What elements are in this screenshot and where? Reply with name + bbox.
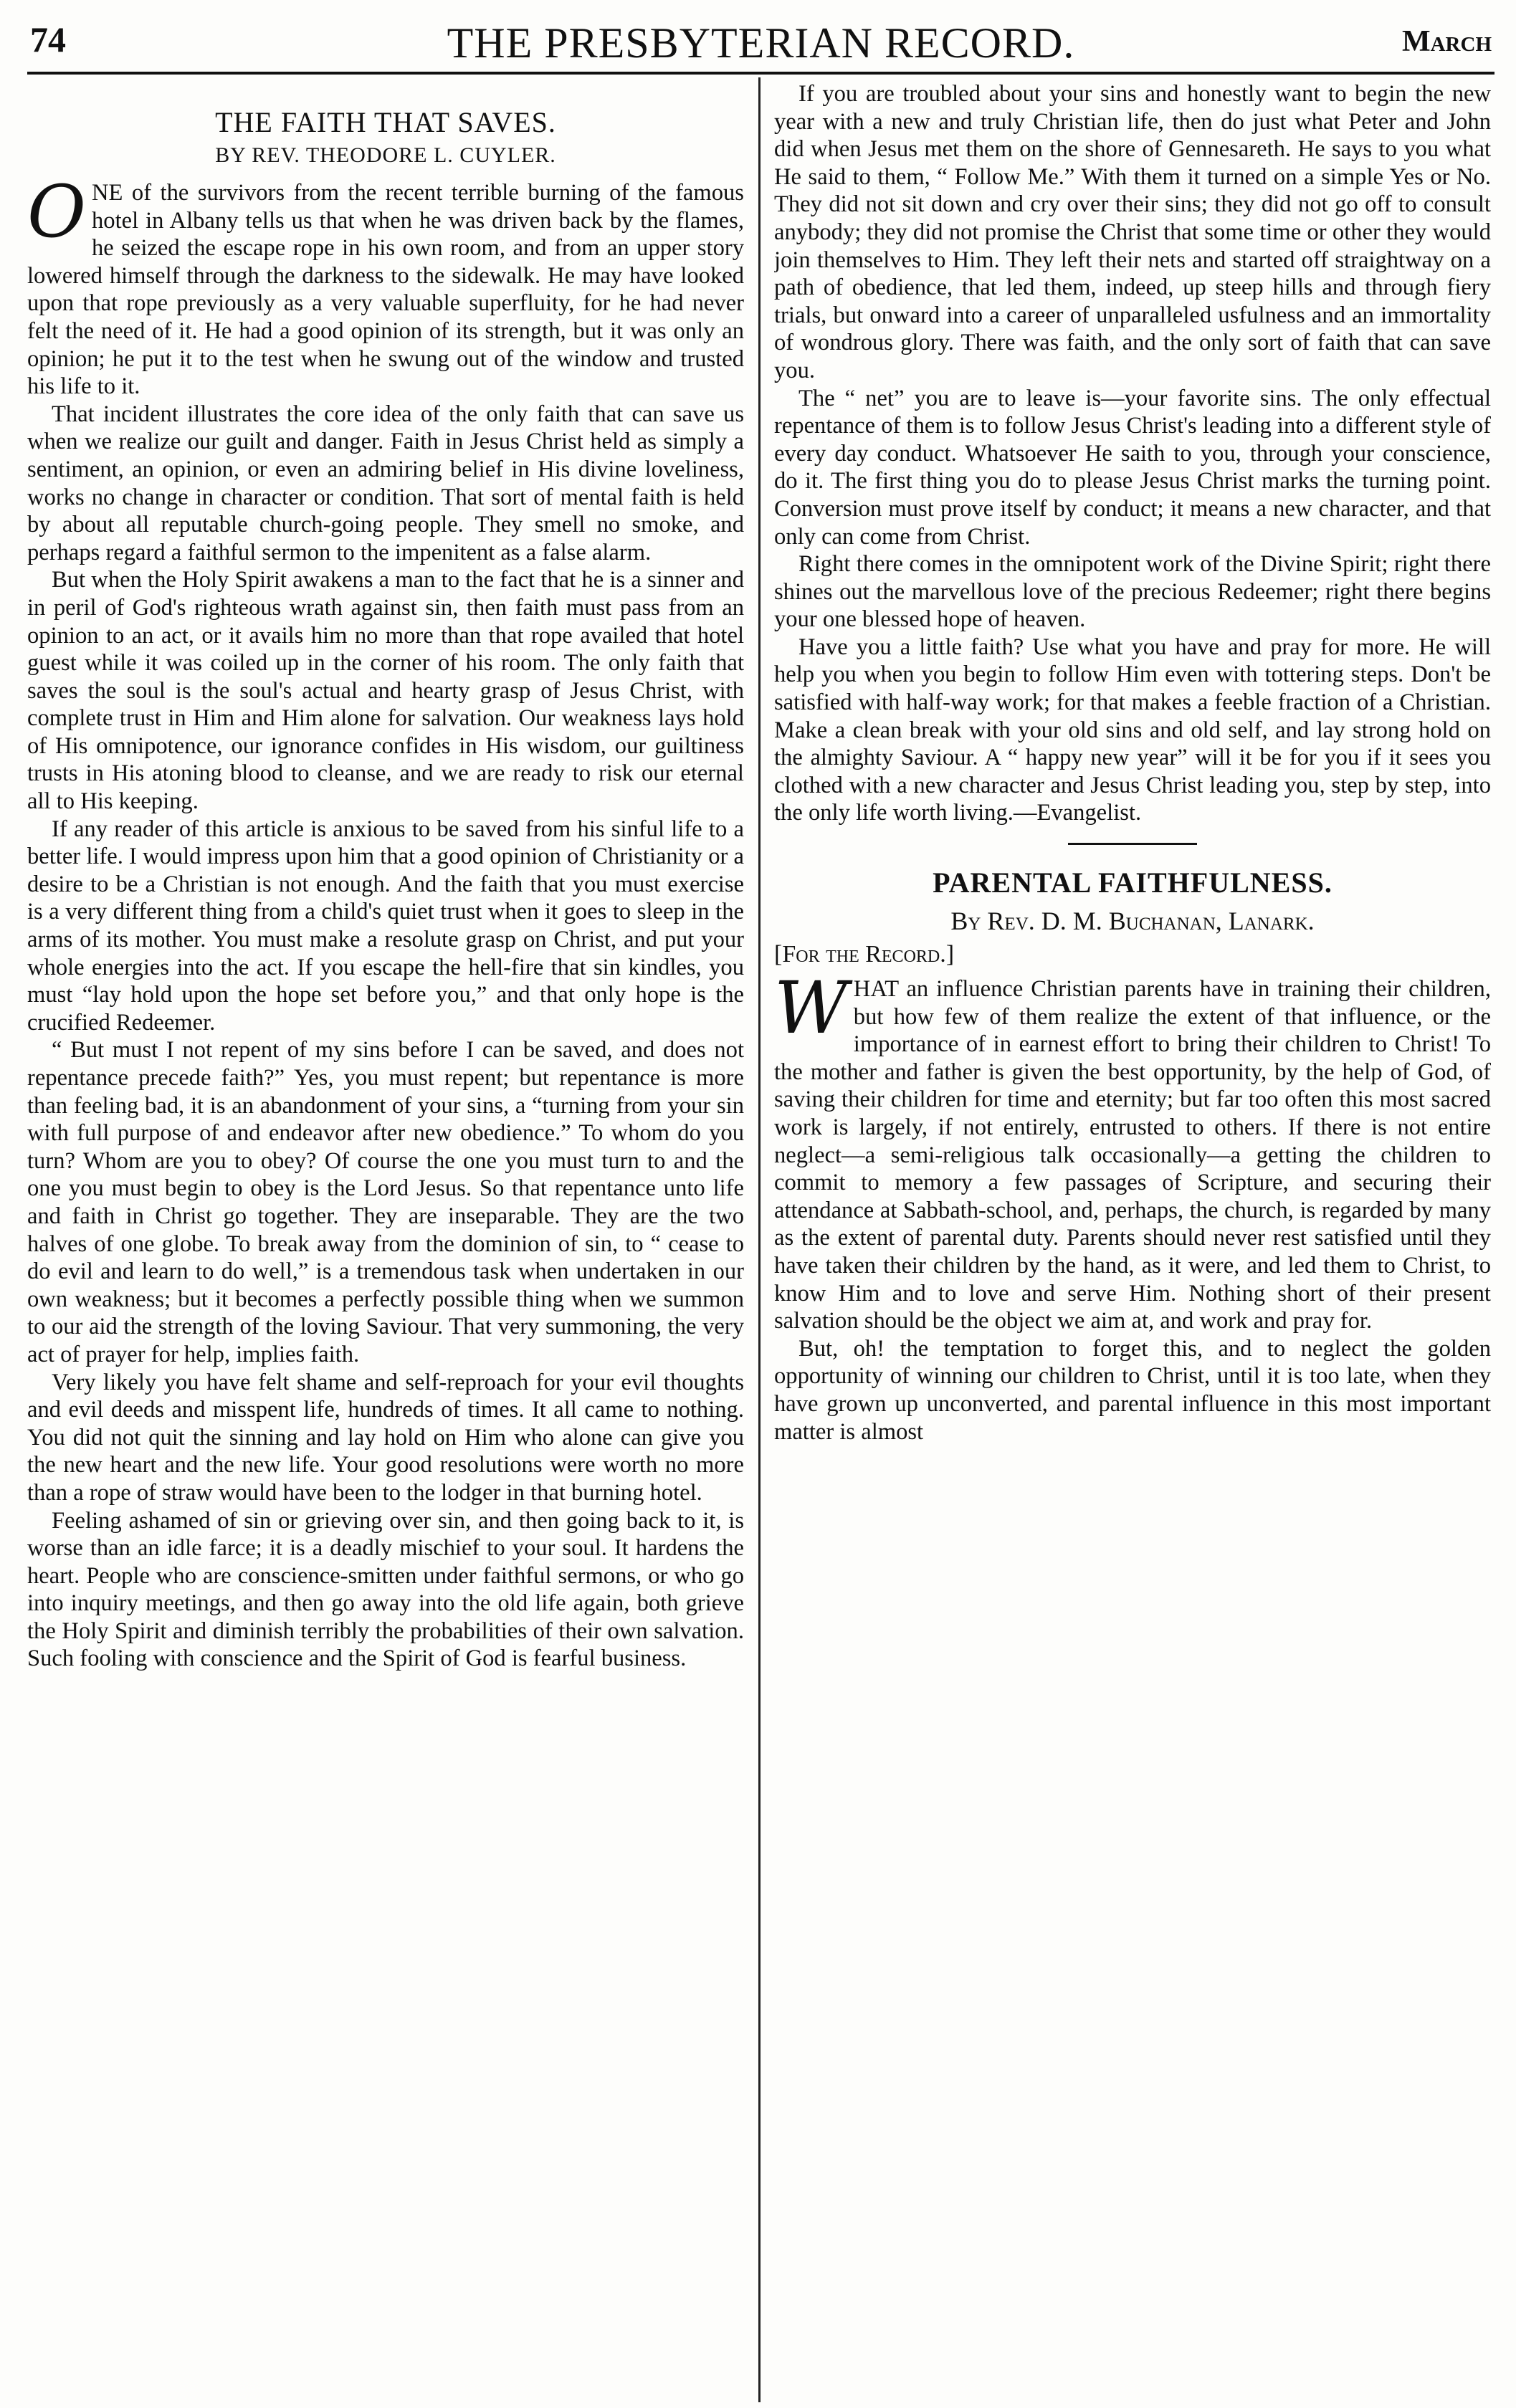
article-paragraph: The “ net” you are to leave is—your favorite sins. The only effectual repentance of them is to follow Jesus Christ's leading into a different style of every day conduct. Whatsoever He saith to you, through your conscience, do it. The first thing you do to please Jesus Christ marks the turning point. Conversion must prove itself by conduct; it means a new character, and that only can come from Christ. [774, 385, 1491, 550]
article-note: [For the Record.] [774, 941, 955, 968]
column-rule [758, 77, 761, 2402]
article-paragraph: Very likely you have felt shame and self-reproach for your evil thoughts and evil deeds and misspent life, hundreds of times. It all came to nothing. You did not quit the sinning and lay hold on Him who alone can give you the new heart and the new life. Your good resolutions were worth no more than a rope of straw would have been to the lodger in that burning hotel. [27, 1369, 744, 1506]
page-number: 74 [30, 19, 66, 59]
article-byline: By Rev. D. M. Buchanan, Lanark. [950, 907, 1315, 936]
article-byline: BY REV. THEODORE L. CUYLER. [215, 143, 556, 167]
article-paragraph: But when the Holy Spirit awakens a man to the fact that he is a sinner and in peril of God's righteous wrath against sin, then faith must pass from an opinion to an act, or it avails him no more than that rope availed that hotel guest while it was coiled up in the corner of his room. The only faith that saves the soul is the soul's actual and hearty grasp of Jesus Christ, with complete trust in Him and Him alone for salvation. Our weakness lays hold of His omnipotence, our ignorance confides in His wisdom, our guiltiness trusts in His atoning blood to cleanse, and we are ready to risk our eternal all to His keeping. [27, 567, 744, 815]
article-paragraph: “ But must I not repent of my sins before I can be saved, and does not repentance precede faith?” Yes, you must repent; but repentance is more than feeling bad, it is an abandonment of your sins, a “turning from your sin with full purpose of and endeavor after new obedience.” To whom do you turn? Whom are you to obey? Of course the one you must turn to and the one you must begin to obey is the Lord Jesus. So that repentance unto life and faith in Christ go together. They are inseparable. They are the two halves of one globe. To break away from the dominion of sin, to “ cease to do evil and learn to do well,” is a tremendous task when undertaken in our own weakness; but it becomes a perfectly possible thing when we summon to our aid the strength of the loving Saviour. That very summoning, the very act of prayer for help, implies faith. [27, 1037, 744, 1367]
article-paragraph: If any reader of this article is anxious to be saved from his sinful life to a better life. I would impress upon him that a good opinion of Christianity or a desire to be a Christian is not enough. And the faith that you must exercise is a very different thing from a child's quiet trust when it goes to sleep in the arms of its mother. You must make a resolute grasp on Christ, and put your whole energies into the act. If you escape the hell-fire that sin kindles, you must “lay hold upon the hope set before you,” and that only hope is the crucified Redeemer. [27, 816, 744, 1036]
issue-month: March [1401, 25, 1492, 58]
article-paragraph: Have you a little faith? Use what you have and pray for more. He will help you when you begin to follow Him even with tottering steps. Don't be satisfied with half-way work; for that makes a feeble fraction of a Christian. Make a clean break with your old sins and old self, and lay strong hold on the almighty Saviour. A “ happy new year” will it be for you if it sees you clothed with a new character and Jesus Christ leading you, step by step, into the only life worth living.—Evangelist. [774, 634, 1491, 826]
article-title: PARENTAL FAITHFULNESS. [933, 866, 1333, 899]
right-column [774, 80, 1491, 2399]
article-paragraph: Feeling ashamed of sin or grieving over sin, and then going back to it, is worse than an idle farce; it is a deadly mischief to your soul. It hardens the heart. People who are conscience-smitten under faithful sermons, or who go into inquiry meetings, and then go away into the old life again, both grieve the Holy Spirit and diminish terribly the probabilities of their own salvation. Such fooling with conscience and the Spirit of God is fearful business. [27, 1507, 744, 1672]
article-paragraph: Right there comes in the omnipotent work of the Divine Spirit; right there shines out the marvellous love of the precious Redeemer; right there begins your one blessed hope of heaven. [774, 551, 1491, 633]
article-title: THE FAITH THAT SAVES. [215, 106, 556, 138]
drop-cap: O [27, 170, 86, 254]
article-paragraph: But, oh! the temptation to forget this, and to neglect the golden opportunity of winning our children to Christ, until it is too late, when they have grown up unconverted, and parental influence in this most important matter is almost [774, 1335, 1491, 1445]
article-paragraph [774, 966, 1491, 1335]
drop-cap: W [774, 966, 848, 1051]
journal-title: THE PRESBYTERIAN RECORD. [447, 19, 1075, 67]
article-paragraph: If you are troubled about your sins and honestly want to begin the new year with a new and truly Christian life, then do just what Peter and John did when Jesus met them on the shore of Gennesareth. He says to you what He said to them, “ Follow Me.” With them it turned on a simple Yes or No. They did not sit down and cry over their sins; they did not go off to consult anybody; they did not promise the Christ that some time or other they would join themselves to Him. They left their nets and started off straightway on a path of obedience, that led them, indeed, up steep hills and through fiery trials, but onward into a career of unparalleled usfulness and an immortality of wondrous glory. There was faith, and the only sort of faith that can save you. [774, 81, 1491, 383]
article-paragraph [27, 170, 744, 401]
paragraph-text: HAT an influence Christian parents have in training their children, but how few of them realize the extent of that influence, or the importance of in earnest effort to bring their children to Christ! To the mother and father is given the best opportunity, by the help of God, of saving their children for time and eternity; but far too often this most sacred work is largely, if not entirely, entrusted to others. If there is not entire neglect—a semi-religious talk occasionally—a getting the children to commit to memory a few passages of Scripture, and securing their attendance at Sabbath-school, and, perhaps, the church, is regarded by many as the extent of parental duty. Parents should never rest satisfied until they have taken their children by the hand, as it were, and led them to Christ, to know Him and to love and serve Him. Nothing short of their present salvation should be the object we aim at, and work and pray for. [774, 976, 1491, 1334]
section-divider [1068, 843, 1197, 845]
page-header [27, 13, 1494, 75]
left-column [27, 80, 744, 2399]
paragraph-text: NE of the survivors from the recent terrible burning of the famous hotel in Albany tells us that when he was driven back by the flames, he seized the escape rope in his own room, and from an upper story lowered himself through the darkness to the sidewalk. He may have looked upon that rope previously as a very valuable superfluity, for he had never felt the need of it. He had a good opinion of its strength, but it was only an opinion; he put it to the test when he swung out of the window and trusted his life to it. [27, 180, 744, 400]
article-paragraph: That incident illustrates the core idea of the only faith that can save us when we realize our guilt and danger. Faith in Jesus Christ held as simply a sentiment, an opinion, or even an admiring belief in His divine loveliness, works no change in character or condition. That sort of mental faith is held by about all reputable church-going people. They smell no smoke, and perhaps regard a faithful sermon to the impenitent as a false alarm. [27, 401, 744, 565]
